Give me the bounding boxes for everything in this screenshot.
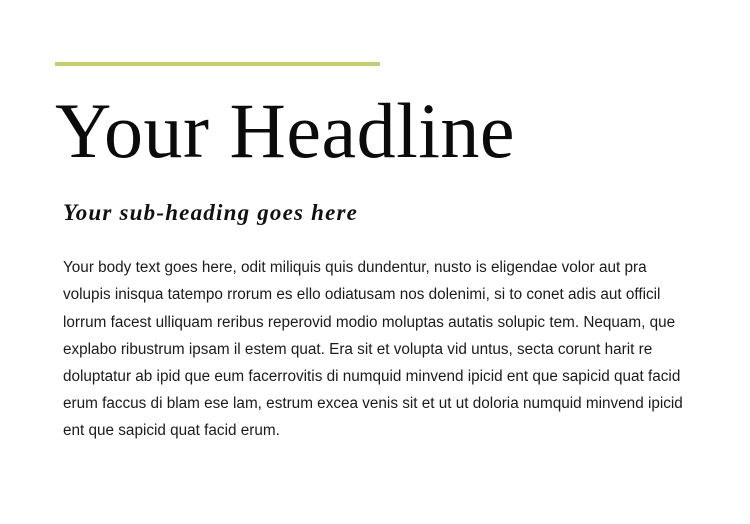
body-paragraph: Your body text goes here, odit miliquis quis dundentur, nusto is eligendae volor aut pra volupis inisqua tatempo rrorum es ello odiatusam nos dolenimi, si to conet adis aut officil lorrum facest ulliquam reribus reperovid modio moluptas autatis solupic tem. Nequam, que explabo ribustrum ipsam il estem quat. Era sit et volupta vid untus, secta corunt harit re doluptatur ab ipid que eum facerrovitis di numquid minvend ipicid ent que sapicid quat facid erum faccus di blam ese lam, estrum excea venis sit et ut ut doloria numquid minvend ipicid ent que sapicid quat facid erum.: [63, 259, 683, 440]
page-subtitle: Your sub-heading goes here: [63, 200, 359, 226]
page-title: Your Headline: [55, 87, 516, 174]
document-content: [55, 62, 690, 445]
accent-divider: [55, 62, 380, 66]
